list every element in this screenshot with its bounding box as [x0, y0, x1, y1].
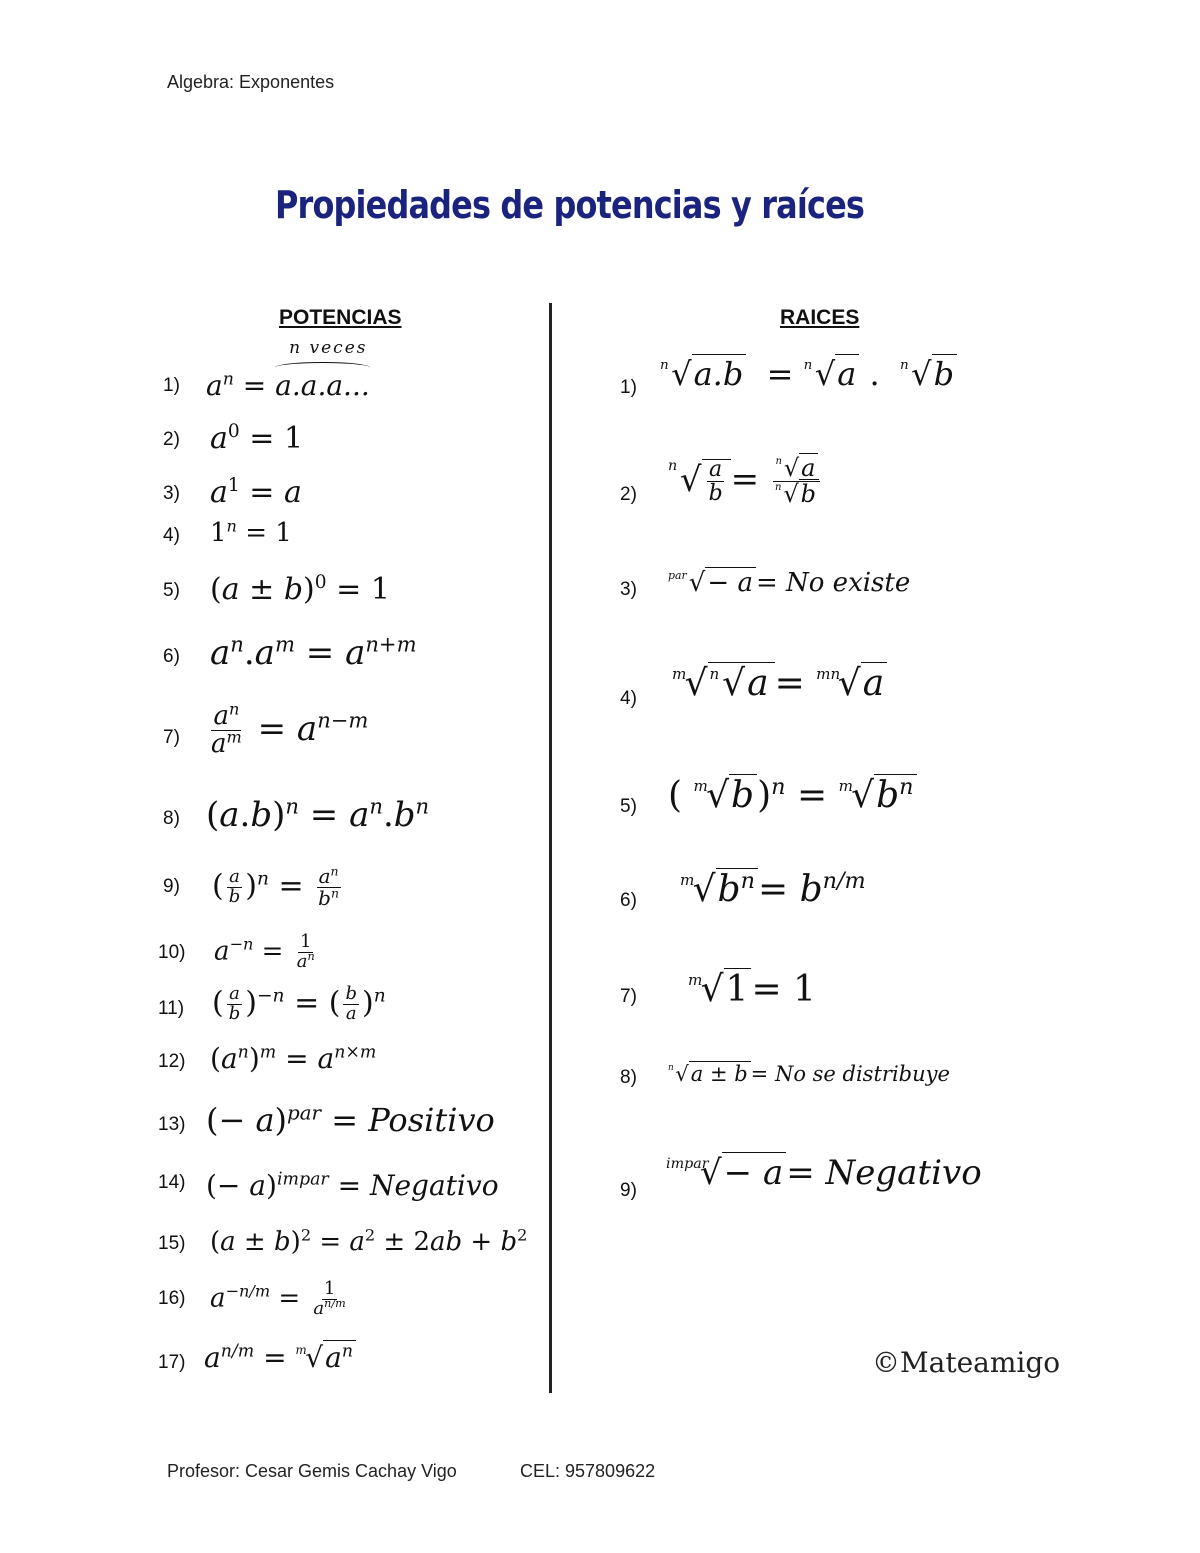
brand-logo: ©Mateamigo — [872, 1346, 1061, 1379]
raices-heading: RAICES — [780, 306, 860, 329]
formula-number: 6) — [620, 890, 637, 911]
formula-item: $a^{-n}$ = $\frac{1}{a^n}$ — [214, 931, 315, 972]
formula-item: $(a \pm b)^0 = 1$ — [210, 572, 390, 607]
formula-number: 7) — [620, 986, 637, 1007]
formula-number: 3) — [620, 579, 637, 600]
formula-number: 16) — [158, 1288, 186, 1309]
formula-item: $1^n = 1$ — [210, 516, 292, 548]
formula-item: (− a)$^{impar}$ = Negativo — [206, 1169, 499, 1202]
formula-item: $a^1 = a$ — [210, 475, 302, 510]
formula-number: 9) — [620, 1180, 637, 1201]
formula-item: n √a ± b = No se distribuye — [668, 1062, 950, 1086]
formula-item: par √− a = No existe — [668, 568, 911, 598]
formula-item: ( $\frac{a}{b}$ )$^n$ = $\frac{a^n}{b^n}$ — [212, 863, 339, 910]
formula-number: 17) — [158, 1352, 186, 1373]
formula-item: $a^{-n/m}$ = $\frac{1}{a^{n/m}}$ — [210, 1278, 346, 1319]
formula-number: 7) — [163, 727, 180, 748]
formula-number: 4) — [620, 688, 637, 709]
formula-item: $(a^n)^m = a^{n\times m}$ — [210, 1042, 377, 1075]
formula-item: n √a.b = n √a . n √b — [660, 358, 957, 390]
formula-item: $a^n$ = n veces a.a.a... — [206, 338, 370, 402]
formula-item: (− a)$^{par}$ = Positivo — [206, 1101, 495, 1139]
formula-item: $\frac{a^n}{a^m}$ = $a^{n-m}$ — [211, 699, 369, 760]
footer-phone: CEL: 957809622 — [520, 1461, 656, 1481]
formula-item: $a^n.a^m = a^{n+m}$ — [210, 631, 417, 673]
column-divider — [549, 303, 552, 1393]
formula-item: $(a.b)^n = a^n.b^n$ — [206, 793, 430, 835]
footer-teacher: Profesor: Cesar Gemis Cachay Vigo — [167, 1461, 457, 1481]
formula-number: 13) — [158, 1114, 186, 1135]
formula-number: 9) — [163, 876, 180, 897]
formula-number: 12) — [158, 1051, 186, 1072]
formula-item: $a^{n/m}$ = m $√a^n$ — [204, 1344, 356, 1372]
formula-item: ( $\frac{a}{b}$ )$^{-n}$ = ( $\frac{b}{a}$ )$^n$ — [212, 983, 386, 1024]
formula-number: 8) — [620, 1067, 637, 1088]
formula-number: 8) — [163, 808, 180, 829]
potencias-heading: POTENCIAS — [279, 306, 402, 329]
formula-item: ( m √b)$^n$ = m $√b^n$ — [668, 778, 917, 814]
formula-item: impar √− a= Negativo — [666, 1153, 982, 1193]
formula-item: $a^0 = 1$ — [210, 421, 304, 456]
formula-number: 4) — [163, 525, 180, 546]
formula-item: m √1= 1 — [688, 969, 816, 1010]
formula-number: 5) — [163, 580, 180, 601]
formula-number: 2) — [163, 429, 180, 450]
formula-number: 6) — [163, 646, 180, 667]
formula-number: 2) — [620, 484, 637, 505]
formula-number: 5) — [620, 796, 637, 817]
formula-number: 1) — [620, 377, 637, 398]
formula-number: 15) — [158, 1233, 186, 1254]
formula-item: m $√b^n= b^{n/m}$ — [680, 868, 866, 910]
formula-item: m √ n √a = mn √a — [672, 666, 887, 702]
formula-item: $(a \pm b)^2 = a^2 \pm 2ab + b^2$ — [210, 1225, 528, 1257]
formula-number: 11) — [158, 998, 185, 1019]
formula-number: 10) — [158, 942, 186, 963]
formula-number: 14) — [158, 1172, 186, 1193]
formula-number: 3) — [163, 483, 180, 504]
formula-item: n √ $\frac{a}{b}$ = n √a n √b — [668, 456, 824, 507]
document-header: Algebra: Exponentes — [167, 72, 335, 92]
page-title: Propiedades de potencias y raíces — [275, 183, 865, 227]
formula-number: 1) — [163, 375, 180, 396]
